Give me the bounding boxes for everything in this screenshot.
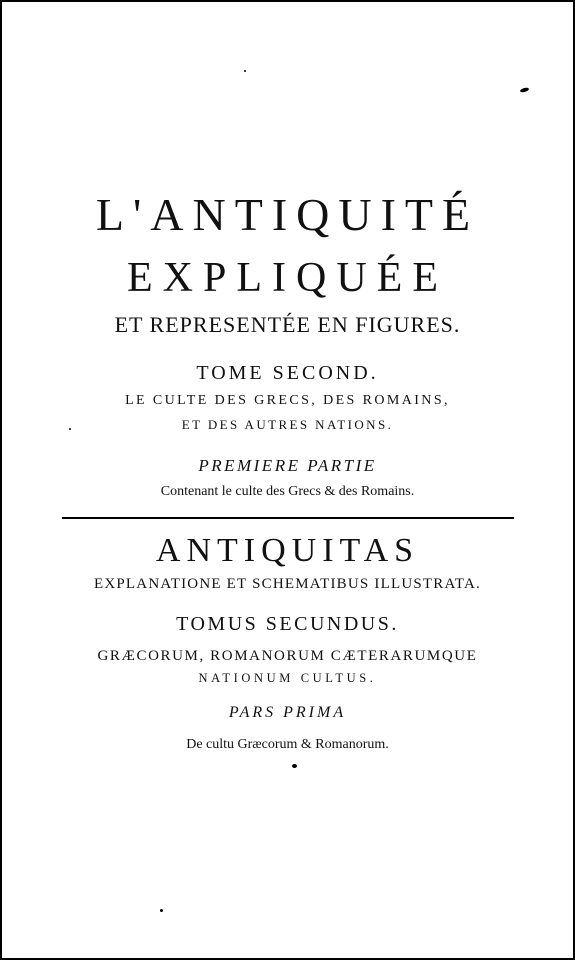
french-subject-line2: ET DES AUTRES NATIONS. bbox=[181, 417, 394, 432]
latin-subtitle: EXPLANATIONE ET SCHEMATIBUS ILLUSTRATA. bbox=[94, 576, 481, 592]
ink-speck bbox=[69, 428, 71, 430]
latin-contents: De cultu Græcorum & Romanorum. bbox=[186, 737, 389, 752]
latin-subject-line2: NATIONUM CULTUS. bbox=[198, 671, 377, 685]
latin-tome: TOMUS SECUNDUS. bbox=[176, 613, 399, 635]
ink-speck bbox=[520, 87, 530, 93]
french-tome: TOME SECOND. bbox=[196, 362, 379, 384]
latin-part: PARS PRIMA bbox=[228, 704, 347, 721]
ink-speck bbox=[160, 909, 163, 912]
divider-rule bbox=[62, 517, 514, 519]
ink-speck bbox=[292, 764, 297, 768]
french-title-line3: ET REPRESENTÉE EN FIGURES. bbox=[114, 312, 461, 337]
latin-title: ANTIQUITAS bbox=[155, 532, 420, 569]
french-title-line1: L'ANTIQUITÉ bbox=[95, 189, 480, 240]
french-part: PREMIERE PARTIE bbox=[198, 456, 377, 475]
ink-speck bbox=[244, 70, 246, 72]
french-contents: Contenant le culte des Grecs & des Romains. bbox=[160, 484, 415, 499]
latin-subject-line1: GRÆCORUM, ROMANORUM CÆTERARUMQUE bbox=[97, 648, 478, 664]
french-title-line2: EXPLIQUÉE bbox=[127, 255, 448, 301]
french-subject-line1: LE CULTE DES GRECS, DES ROMAINS, bbox=[125, 393, 450, 408]
